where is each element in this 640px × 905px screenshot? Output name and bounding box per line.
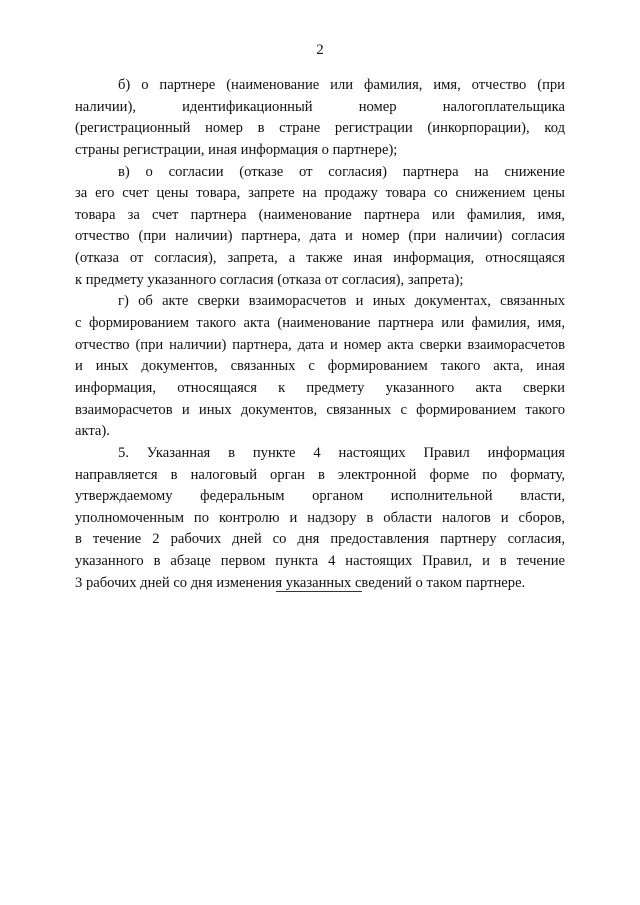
paragraph-line: б) о партнере (наименование или фамилия, имя, отчество (при [118, 77, 565, 93]
paragraph-line: взаиморасчетов и иных документов, связанных с формированием такого [75, 401, 565, 418]
paragraph-line: к предмету указанного согласия (отказа от согласия), запрета); [75, 271, 464, 288]
paragraph-line: утверждаемому федеральным органом исполнительной власти, [75, 488, 565, 505]
paragraph-line: в течение 2 рабочих дней со дня предоставления партнеру согласия, [75, 531, 565, 548]
closing-divider [276, 591, 362, 592]
paragraph-v [75, 162, 565, 292]
paragraph-line: уполномоченным по контролю и надзору в области налогов и сборов, [75, 509, 565, 526]
paragraph-line: акта). [75, 423, 110, 440]
paragraph-line: 5. Указанная в пункте 4 настоящих Правил информация [118, 444, 565, 461]
paragraph-line: в) о согласии (отказе от согласия) партнера на снижение [118, 163, 565, 180]
paragraph-g [75, 291, 565, 442]
page-number: 2 [316, 42, 324, 58]
paragraph-line: (отказа от согласия), запрета, а также иная информация, относящаяся [75, 250, 565, 267]
paragraph-line: отчество (при наличии) партнера, дата и номер (при наличии) согласия [75, 228, 565, 245]
document-body [75, 75, 565, 594]
paragraph-line: товара за счет партнера (наименование партнера или фамилия, имя, [75, 206, 565, 223]
paragraph-line: за его счет цены товара, запрете на продажу товара со снижением цены [75, 185, 565, 202]
paragraph-b [75, 75, 565, 162]
paragraph-line: (регистрационный номер в стране регистрации (инкорпорации), код [75, 120, 565, 137]
paragraph-line: 3 рабочих дней со дня изменения указанных сведений о таком партнере. [75, 574, 526, 591]
paragraph-line: страны регистрации, иная информация о партнере); [75, 141, 398, 158]
paragraph-line: наличии), идентификационный номер налогоплательщика [75, 98, 565, 115]
paragraph-line: и иных документов, связанных с формированием такого акта, иная [75, 358, 565, 375]
paragraph-line: направляется в налоговый орган в электронной форме по формату, [75, 466, 565, 483]
paragraph-line: отчество (при наличии) партнера, дата и номер акта сверки взаиморасчетов [75, 336, 565, 353]
paragraph-line: г) об акте сверки взаиморасчетов и иных документах, связанных [118, 293, 565, 310]
paragraph-5 [75, 443, 565, 594]
paragraph-line: указанного в абзаце первом пункта 4 настоящих Правил, и в течение [75, 553, 565, 570]
paragraph-line: с формированием такого акта (наименование партнера или фамилия, имя, [75, 315, 565, 332]
paragraph-line: информация, относящаяся к предмету указанного акта сверки [75, 379, 565, 396]
